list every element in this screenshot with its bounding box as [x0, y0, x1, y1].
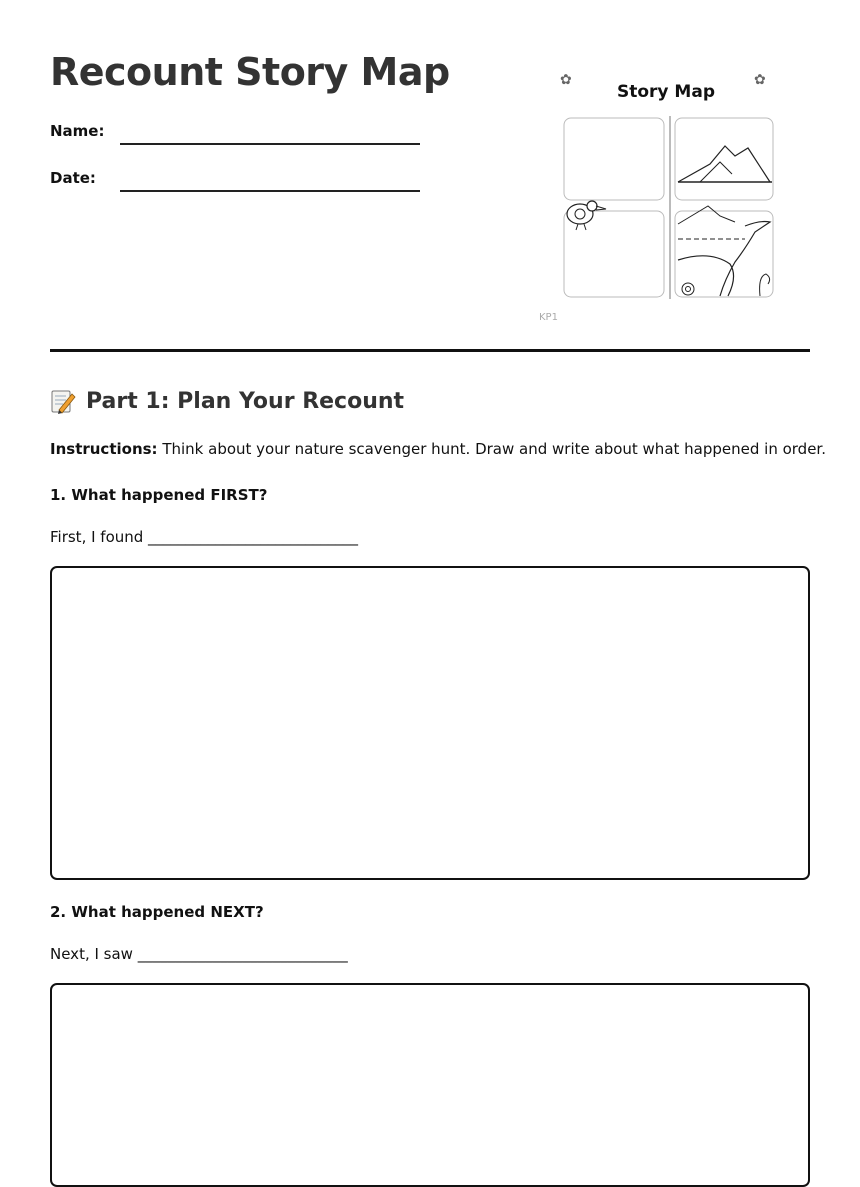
question-1-drawing-box[interactable]: [50, 566, 810, 880]
memo-pencil-icon: [50, 388, 76, 414]
story-map-image: [539, 64, 780, 326]
story-map-code: KP1: [539, 312, 558, 323]
question-1-prompt: First, I found ____________________________: [50, 528, 359, 546]
date-label: Date:: [50, 169, 96, 187]
question-2-drawing-box[interactable]: [50, 983, 810, 1187]
question-1-label: 1. What happened FIRST?: [50, 486, 268, 504]
name-label: Name:: [50, 122, 105, 140]
worksheet-page: [50, 0, 826, 1161]
part1-heading-text: Part 1: Plan Your Recount: [86, 388, 405, 414]
story-map-title: Story Map: [617, 82, 715, 102]
ornament-icon: ✿: [560, 72, 572, 88]
instructions-text: Think about your nature scavenger hunt. Draw and write about what happened in order.: [157, 440, 826, 458]
question-2-prompt: Next, I saw ____________________________: [50, 945, 348, 963]
instructions-label: Instructions:: [50, 440, 158, 458]
header-divider: [50, 349, 810, 352]
part1-heading: [50, 388, 404, 414]
story-map-drawing: [560, 64, 780, 314]
page-title: Recount Story Map: [50, 50, 450, 94]
ornament-icon: ✿: [754, 72, 766, 88]
instructions: [50, 440, 826, 458]
date-line: [120, 190, 420, 192]
name-line: [120, 143, 420, 145]
question-2-label: 2. What happened NEXT?: [50, 903, 264, 921]
